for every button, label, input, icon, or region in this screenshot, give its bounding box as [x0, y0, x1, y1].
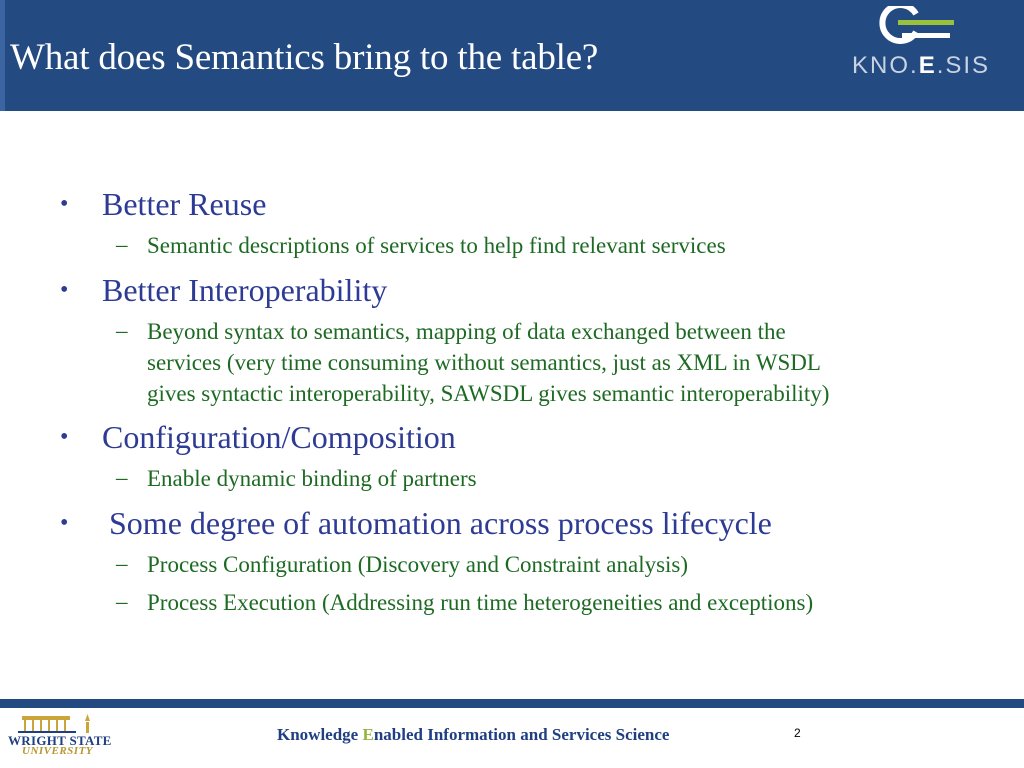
university-name: WRIGHT STATE: [8, 733, 112, 748]
sub-dash: –: [116, 232, 128, 257]
sub-bullet-text: Process Execution (Addressing run time heterogeneities and exceptions): [147, 590, 814, 615]
logo-suffix: .SIS: [936, 52, 991, 79]
sub-dash: –: [116, 465, 128, 490]
sub-dash: –: [116, 318, 128, 343]
footer-prefix: Knowledge: [277, 725, 363, 744]
bullet-dot: •: [60, 510, 69, 536]
footer-bar: [0, 699, 1024, 708]
footer-suffix: nabled Information and Services Science: [373, 725, 670, 744]
bullet-label: Better Reuse: [102, 186, 267, 222]
bullet-label: Better Interoperability: [102, 272, 388, 308]
knoesis-logo-text: [852, 52, 990, 80]
bullet-dot: •: [60, 191, 69, 217]
page-number: 2: [794, 726, 801, 740]
bullet-label: Some degree of automation across process lifecycle: [109, 505, 772, 541]
sub-bullet-text: Enable dynamic binding of partners: [147, 466, 477, 491]
bullet-dot: •: [60, 277, 69, 303]
bullet-dot: •: [60, 424, 69, 450]
footer-tagline: [277, 725, 669, 745]
sub-bullet-text: Process Configuration (Discovery and Constraint analysis): [147, 552, 689, 577]
sub-bullet-text-line-3: gives syntactic interoperability, SAWSDL gives semantic interoperability): [147, 381, 830, 406]
sub-dash: –: [116, 551, 128, 576]
slide-title: What does Semantics bring to the table?: [10, 37, 599, 78]
bullet-label: Configuration/Composition: [102, 419, 456, 455]
logo-prefix: KNO.: [852, 52, 919, 79]
university-subtitle: UNIVERSITY: [22, 745, 94, 757]
sub-bullet-text-line-2: services (very time consuming without semantics, just as XML in WSDL: [147, 350, 821, 375]
sub-dash: –: [116, 589, 128, 614]
sub-bullet-text: Semantic descriptions of services to help find relevant services: [147, 233, 726, 258]
sub-bullet-text-line-1: Beyond syntax to semantics, mapping of data exchanged between the: [147, 319, 786, 344]
title-bar-edge: [0, 0, 5, 111]
logo-e: E: [918, 52, 937, 79]
footer-e: E: [362, 725, 374, 744]
